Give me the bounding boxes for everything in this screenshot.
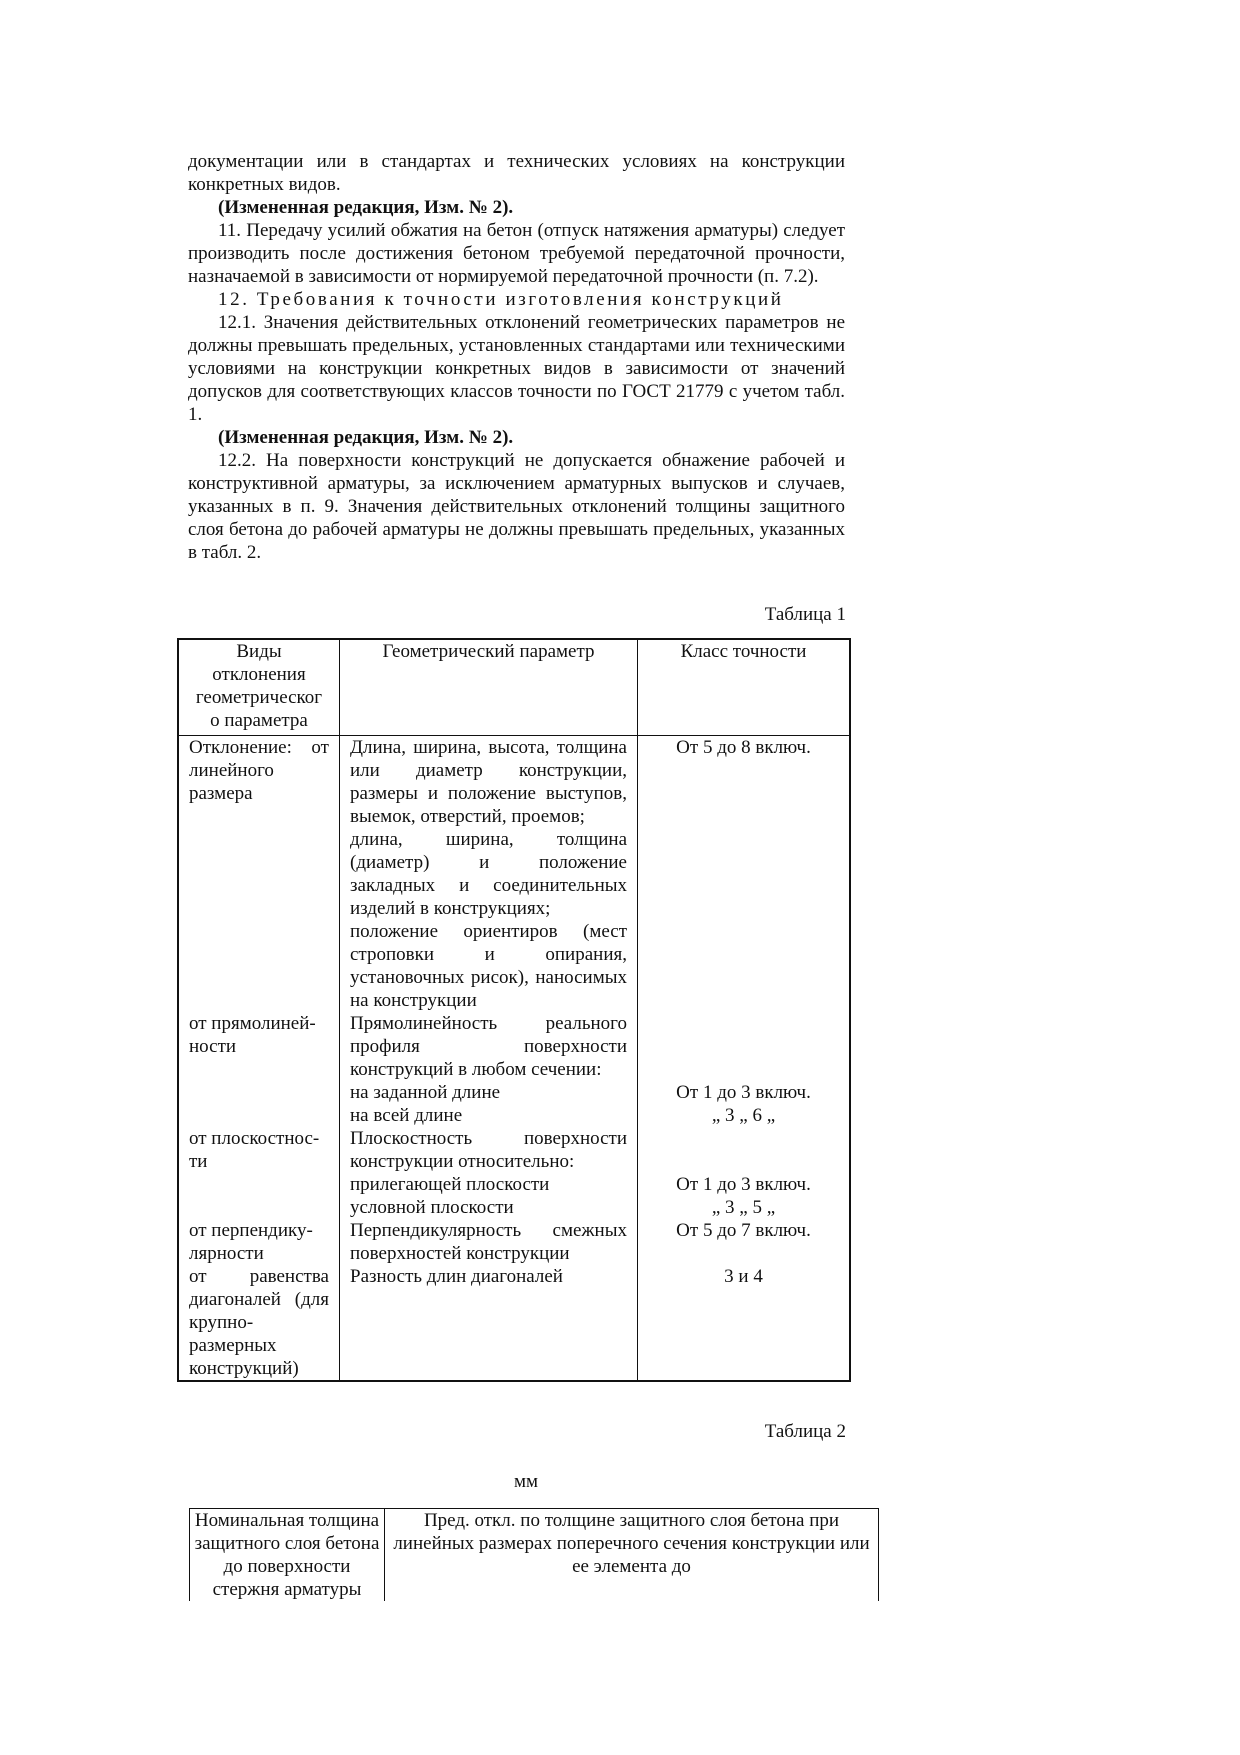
table-row — [178, 1219, 850, 1265]
parameter-cell — [340, 1012, 638, 1127]
parameter-text: Длина, ширина, высота, толщина или диаметр конструкции, размеры и положение выступов, выемок, отверстий, проемов; — [350, 737, 627, 827]
parameter-text: условной плоскости — [350, 1197, 514, 1218]
paragraph-11: 11. Передачу усилий обжатия на бетон (отпуск натяжения арматуры) следует производить после достижения бетоном требуемой передаточной прочности, назначаемой в зависимости от нормируемой передаточной прочности (п. 7.2). — [188, 220, 845, 287]
column-header: Виды отклонения геометрическог о параметра — [178, 639, 340, 736]
parameter-text: на заданной длине — [350, 1082, 501, 1103]
paragraph: документации или в стандартах и технических условиях на конструкции конкретных видов. — [188, 151, 845, 195]
paragraph-12-1: 12.1. Значения действительных отклонений геометрических параметров не должны превышать предельных, установленных стандартами или техническими условиями на конструкции конкретных видов в зависимости от значений допусков для соответствующих классов точности по ГОСТ 21779 с учетом табл. 1. — [188, 312, 845, 425]
column-header: Класс точности — [638, 639, 851, 736]
table-header-row — [190, 1509, 879, 1602]
deviation-kind: от прямолиней-ности — [178, 1012, 340, 1127]
accuracy-class: 3 и 4 — [638, 1265, 851, 1381]
column-header: Геометрический параметр — [340, 639, 638, 736]
table1-caption: Таблица 1 — [764, 604, 846, 625]
body-text — [188, 150, 845, 564]
accuracy-cell — [638, 1127, 851, 1219]
amendment-note: (Измененная редакция, Изм. № 2). — [218, 427, 514, 448]
amendment-note: (Измененная редакция, Изм. № 2). — [218, 197, 514, 218]
deviation-kind: Отклонение: от линейного размера — [178, 736, 340, 1013]
deviation-kind: от равенства диагоналей (для крупно-размерных конструкций) — [178, 1265, 340, 1381]
accuracy-class: От 1 до 3 включ. — [676, 1082, 811, 1103]
table-1 — [177, 638, 851, 1382]
column-header: Пред. откл. по толщине защитного слоя бетона при линейных размерах поперечного сечения конструкции или ее элемента до — [385, 1509, 879, 1602]
accuracy-class: „ 3 „ 5 „ — [711, 1197, 776, 1218]
paragraph-12-2: 12.2. На поверхности конструкций не допускается обнажение рабочей и конструктивной арматуры, за исключением арматурных выпусков и случаев, указанных в п. 9. Значения действительных отклонений толщины защитного слоя бетона до рабочей арматуры не должны превышать предельных, указанных в табл. 2. — [188, 450, 845, 563]
parameter-text: на всей длине — [350, 1105, 463, 1126]
accuracy-class: От 1 до 3 включ. — [676, 1174, 811, 1195]
deviation-kind: от плоскостнос-ти — [178, 1127, 340, 1219]
table2-caption: Таблица 2 — [764, 1421, 846, 1442]
accuracy-class: От 5 до 7 включ. — [638, 1219, 851, 1265]
parameter-text: Прямолинейность реального профиля поверхности конструкций в любом сечении: — [350, 1013, 627, 1080]
parameter-cell — [340, 1127, 638, 1219]
parameter-text: прилегающей плоскости — [350, 1174, 550, 1195]
column-header: Номинальная толщина защитного слоя бетона до поверхности стержня арматуры — [190, 1509, 385, 1602]
parameter-cell — [340, 736, 638, 1013]
parameter-text: длина, ширина, толщина (диаметр) и положение закладных и соединительных изделий в конструкциях; — [350, 829, 627, 919]
section-heading-12: 12. Требования к точности изготовления конструкций — [218, 289, 784, 310]
unit-label: мм — [514, 1471, 539, 1492]
table-row — [178, 1127, 850, 1219]
table-row — [178, 1012, 850, 1127]
table-header-row — [178, 639, 850, 736]
parameter-text: положение ориентиров (мест строповки и опирания, установочных рисок), наносимых на конструкции — [350, 921, 627, 1011]
accuracy-class: От 5 до 8 включ. — [638, 736, 851, 1013]
table-2 — [189, 1508, 879, 1601]
table-row — [178, 1265, 850, 1381]
accuracy-cell — [638, 1012, 851, 1127]
parameter-text: Разность длин диагоналей — [340, 1265, 638, 1381]
accuracy-class: „ 3 „ 6 „ — [711, 1105, 776, 1126]
parameter-text: Плоскостность поверхности конструкции относительно: — [350, 1128, 627, 1172]
table-row — [178, 736, 850, 1013]
deviation-kind: от перпендику-лярности — [178, 1219, 340, 1265]
parameter-text: Перпендикулярность смежных поверхностей конструкции — [340, 1219, 638, 1265]
